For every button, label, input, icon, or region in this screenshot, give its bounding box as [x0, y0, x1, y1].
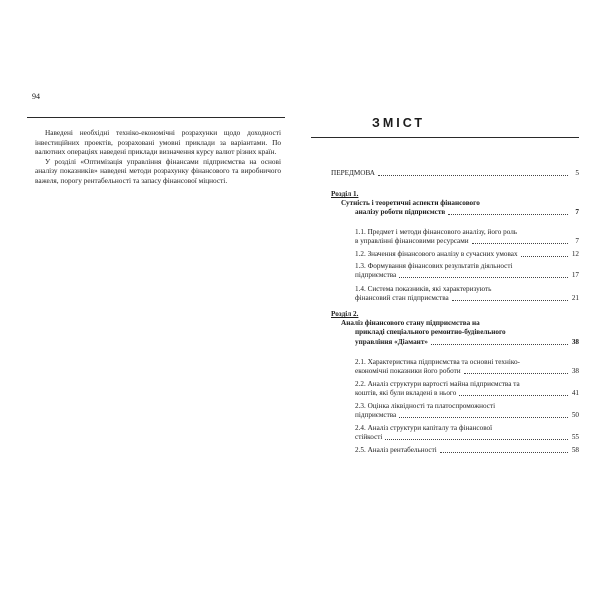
toc-section-2-title-line1: Аналіз фінансового стану підприємства на [341, 319, 480, 327]
toc-item-1-2[interactable]: 1.2. Значення фінансового аналізу в сучасних умовах 12 [355, 250, 579, 258]
left-header-rule [27, 117, 285, 118]
toc-title: ЗМІСТ [372, 116, 426, 130]
toc-item-2-3-line1: 2.3. Оцінка ліквідності та платоспроможності [355, 402, 496, 410]
toc-item-2-1[interactable]: економічні показники його роботи 38 [355, 367, 579, 375]
leader-dots [399, 277, 568, 278]
toc-section-2-title-line2: прикладі спеціального ремонтно-будівельного [355, 328, 506, 336]
left-page-body [35, 128, 281, 186]
body-paragraph-2: У розділі «Оптимізація управління фінансами підприємства на основі аналізу показників» наведені методи розрахунку фінансового та виробничого важеля, порогу рентабельності та запасу фінансової міцності. [35, 156, 281, 185]
left-page [27, 92, 285, 522]
toc-section-1-title[interactable]: аналізу роботи підприємств 7 [355, 208, 579, 216]
toc-header-rule [311, 137, 579, 138]
toc-section-1-title-line1: Сутність і теоретичні аспекти фінансового [341, 199, 480, 207]
leader-dots [431, 344, 568, 345]
leader-dots [459, 395, 568, 396]
leader-dots [472, 243, 568, 244]
leader-dots [378, 175, 568, 176]
toc-item-2-1-line1: 2.1. Характеристика підприємства та основні техніко- [355, 358, 520, 366]
leader-dots [399, 417, 568, 418]
leader-dots [448, 214, 568, 215]
leader-dots [440, 452, 568, 453]
toc-section-2-label: Розділ 2. [331, 310, 359, 318]
toc-item-1-1[interactable]: в управлінні фінансовими ресурсами 7 [355, 237, 579, 245]
left-page-header [27, 92, 285, 106]
toc-section-1-label: Розділ 1. [331, 190, 359, 198]
toc-preface[interactable]: ПЕРЕДМОВА 5 [331, 169, 579, 177]
toc-item-2-3[interactable]: підприємства 50 [355, 411, 579, 419]
toc-item-2-5[interactable]: 2.5. Аналіз рентабельності 58 [355, 446, 579, 454]
toc-item-2-2[interactable]: коштів, які були вкладені в нього 41 [355, 389, 579, 397]
toc-section-2-title[interactable]: управління «Діамант» 38 [355, 338, 579, 346]
toc-item-1-3[interactable]: підприємства 17 [355, 271, 579, 279]
leader-dots [452, 300, 568, 301]
toc-item-2-2-line1: 2.2. Аналіз структури вартості майна підприємства та [355, 380, 520, 388]
toc-item-1-3-line1: 1.3. Формування фінансових результатів діяльності [355, 262, 513, 270]
toc-item-1-4[interactable]: фінансовий стан підприємства 21 [355, 294, 579, 302]
right-page [311, 92, 579, 522]
toc-item-2-4-line1: 2.4. Аналіз структури капіталу та фінансової [355, 424, 493, 432]
page-number: 94 [32, 92, 40, 101]
leader-dots [385, 439, 568, 440]
leader-dots [464, 373, 568, 374]
toc-item-1-1-line1: 1.1. Предмет і методи фінансового аналізу, його роль [355, 228, 518, 236]
body-paragraph-1: Наведені необхідні техніко-економічні розрахунки щодо доходності інвестиційних проектів, розраховані умовні приклади за варіантами. По валютних операціях наведені приклади визначення курсу валют різних країн. [35, 128, 281, 157]
toc-item-2-4[interactable]: стійкості 55 [355, 433, 579, 441]
leader-dots [521, 256, 568, 257]
toc-item-1-4-line1: 1.4. Система показників, які характеризують [355, 285, 492, 293]
